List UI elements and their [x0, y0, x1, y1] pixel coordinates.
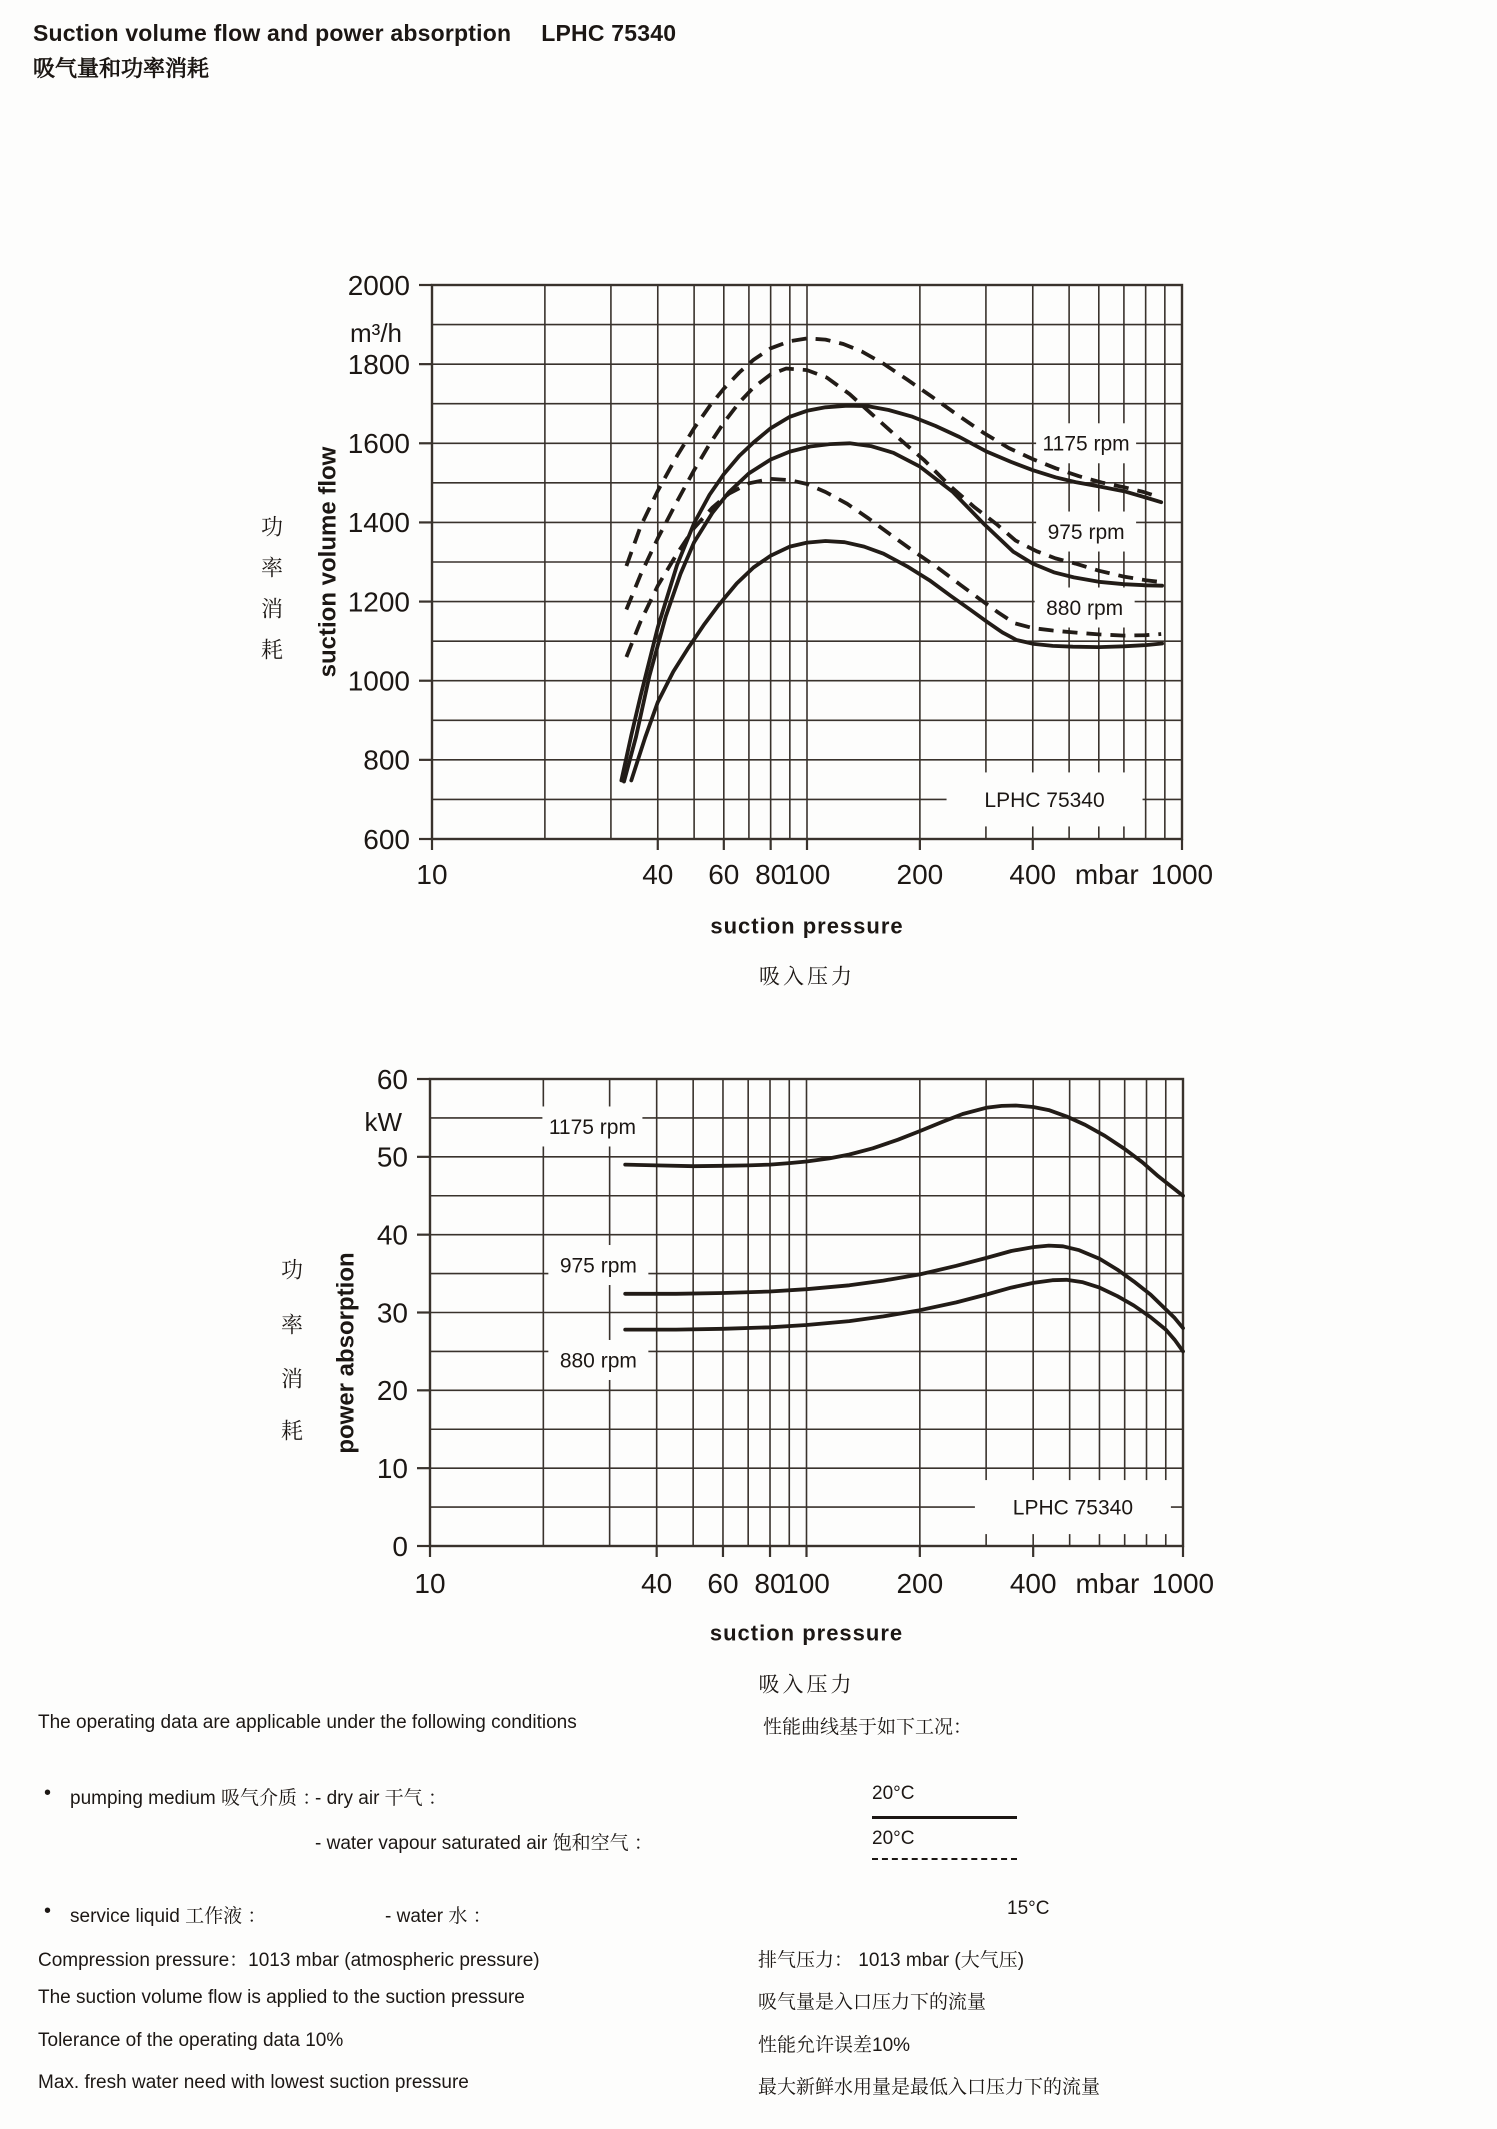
y-axis-title-zh-char: 消 — [280, 1366, 304, 1392]
y-tick-50: 50 — [376, 1141, 408, 1173]
dry-air-label: - dry air 干气 ： — [315, 1788, 447, 1809]
y-unit-label: kW — [364, 1107, 402, 1138]
chart-suction-volume-flow — [261, 270, 1213, 989]
x-axis-title-en: suction pressure — [710, 913, 904, 939]
y-axis-title-zh-char: 消 — [260, 596, 284, 622]
y-axis-title-zh-char: 率 — [280, 1312, 304, 1338]
curve-label-880-rpm: 880 rpm — [559, 1349, 637, 1373]
conditions-intro-zh: 性能曲线基于如下工况： — [763, 1717, 973, 1738]
y-axis-title-en: power absorption — [332, 1252, 360, 1454]
y-unit-label: m³/h — [350, 318, 402, 349]
x-tick-400: 400 — [1009, 1567, 1057, 1599]
compression-pressure-zh: 排气压力： 1013 mbar (大气压) — [758, 1950, 1025, 1971]
curve-label-880-rpm: 880 rpm — [1046, 596, 1124, 620]
x-tick-80: 80 — [755, 858, 787, 890]
max-fresh-water-zh: 最大新鲜水用量是最低入口压力下的流量 — [758, 2077, 1101, 2098]
y-tick-1400: 1400 — [347, 507, 410, 539]
y-tick-1600: 1600 — [347, 428, 410, 460]
y-tick-1800: 1800 — [347, 348, 410, 380]
y-axis-title-zh-char: 功 — [280, 1257, 304, 1283]
y-tick-30: 30 — [376, 1297, 408, 1329]
service-liquid-label: service liquid 工作液 ： — [70, 1906, 267, 1927]
curves-suction-volume-flow — [621, 338, 1162, 781]
curve-label-975-rpm: 975 rpm — [1047, 520, 1125, 544]
x-axis-title-zh: 吸入压力 — [759, 965, 855, 989]
y-tick-40: 40 — [376, 1219, 408, 1251]
x-tick-60: 60 — [707, 1567, 739, 1599]
x-tick-200: 200 — [896, 858, 944, 890]
water-temp: 15°C — [1007, 1898, 1050, 1919]
page-title-en: Suction volume flow and power absorption — [33, 20, 512, 46]
y-tick-1200: 1200 — [347, 586, 410, 618]
max-fresh-water-en: Max. fresh water need with lowest suction pressure — [38, 2072, 469, 2093]
y-axis-title-zh-char: 功 — [260, 514, 284, 540]
curve-label-1175-rpm: 1175 rpm — [1042, 432, 1130, 456]
x-tick-60: 60 — [708, 858, 740, 890]
grid-suction-volume-flow — [432, 285, 1182, 839]
x-tick-10: 10 — [416, 858, 448, 890]
y-tick-800: 800 — [363, 744, 410, 776]
curve-suction-volume-flow-975-rpm-saturated-air — [626, 369, 1162, 610]
bullet-service-liquid: • — [44, 1900, 52, 1922]
solid-line-swatch — [872, 1816, 1017, 1819]
x-tick-1000: 1000 — [1151, 1567, 1215, 1599]
x-tick-80: 80 — [754, 1567, 786, 1599]
y-axis-title-zh-char: 耗 — [260, 637, 284, 663]
y-tick-10: 10 — [376, 1452, 408, 1484]
x-tick-100: 100 — [783, 858, 831, 890]
y-tick-0: 0 — [392, 1530, 408, 1562]
curve-label-LPHC-75340: LPHC 75340 — [984, 788, 1105, 812]
y-tick-600: 600 — [363, 823, 410, 855]
grid-power-absorption — [430, 1079, 1183, 1546]
tolerance-zh: 性能允许误差10% — [758, 2035, 911, 2056]
curve-suction-volume-flow-880-rpm-saturated-air — [626, 479, 1161, 657]
x-axis-title-en: suction pressure — [709, 1620, 904, 1646]
x-tick-1000: 1000 — [1150, 858, 1214, 890]
conditions-intro-en: The operating data are applicable under the following conditions — [38, 1712, 577, 1733]
saturated-air-temp: 20°C — [872, 1828, 915, 1849]
flow-applied-en: The suction volume flow is applied to the suction pressure — [38, 1987, 525, 2008]
x-tick-400: 400 — [1009, 858, 1057, 890]
dry-air-temp: 20°C — [872, 1783, 915, 1804]
y-tick-60: 60 — [376, 1063, 408, 1095]
water-label: - water 水 ： — [385, 1906, 492, 1927]
curve-label-LPHC-75340: LPHC 75340 — [1012, 1496, 1134, 1520]
y-tick-2000: 2000 — [347, 269, 410, 301]
flow-applied-zh: 吸气量是入口压力下的流量 — [758, 1992, 987, 2013]
curve-label-975-rpm: 975 rpm — [559, 1254, 637, 1278]
label-boxes-suction-volume-flow — [947, 423, 1143, 826]
x-tick-40: 40 — [641, 1567, 673, 1599]
y-tick-1000: 1000 — [347, 665, 410, 697]
bullet-pumping-medium: • — [44, 1782, 52, 1804]
pumping-medium-label: pumping medium 吸气介质 ： — [70, 1788, 322, 1809]
x-tick-10: 10 — [414, 1567, 446, 1599]
x-axis-title-zh: 吸入压力 — [758, 1673, 855, 1697]
x-tick-mbar: mbar — [1075, 1567, 1140, 1599]
x-tick-40: 40 — [642, 858, 674, 890]
x-tick-100: 100 — [783, 1567, 830, 1599]
y-axis-title-zh-char: 率 — [260, 555, 284, 581]
curve-label-1175-rpm: 1175 rpm — [548, 1115, 636, 1139]
tolerance-en: Tolerance of the operating data 10% — [38, 2030, 344, 2051]
saturated-air-label: - water vapour saturated air 饱和空气 ： — [315, 1833, 653, 1854]
x-tick-mbar: mbar — [1074, 858, 1139, 890]
dashed-line-swatch — [872, 1858, 1017, 1860]
chart-power-absorption — [281, 1064, 1214, 1697]
compression-pressure-en: Compression pressure：1013 mbar (atmospheric pressure) — [38, 1950, 540, 1971]
y-tick-20: 20 — [376, 1375, 408, 1407]
axis-ticks-suction-volume-flow — [419, 285, 1182, 850]
y-axis-title-en: suction volume flow — [314, 446, 342, 678]
x-tick-200: 200 — [896, 1567, 944, 1599]
curve-suction-volume-flow-880-rpm-dry-air — [631, 541, 1162, 780]
y-axis-title-zh-char: 耗 — [280, 1418, 304, 1444]
page-title-model: LPHC 75340 — [541, 20, 677, 46]
page-title-zh: 吸气量和功率消耗 — [33, 56, 210, 81]
